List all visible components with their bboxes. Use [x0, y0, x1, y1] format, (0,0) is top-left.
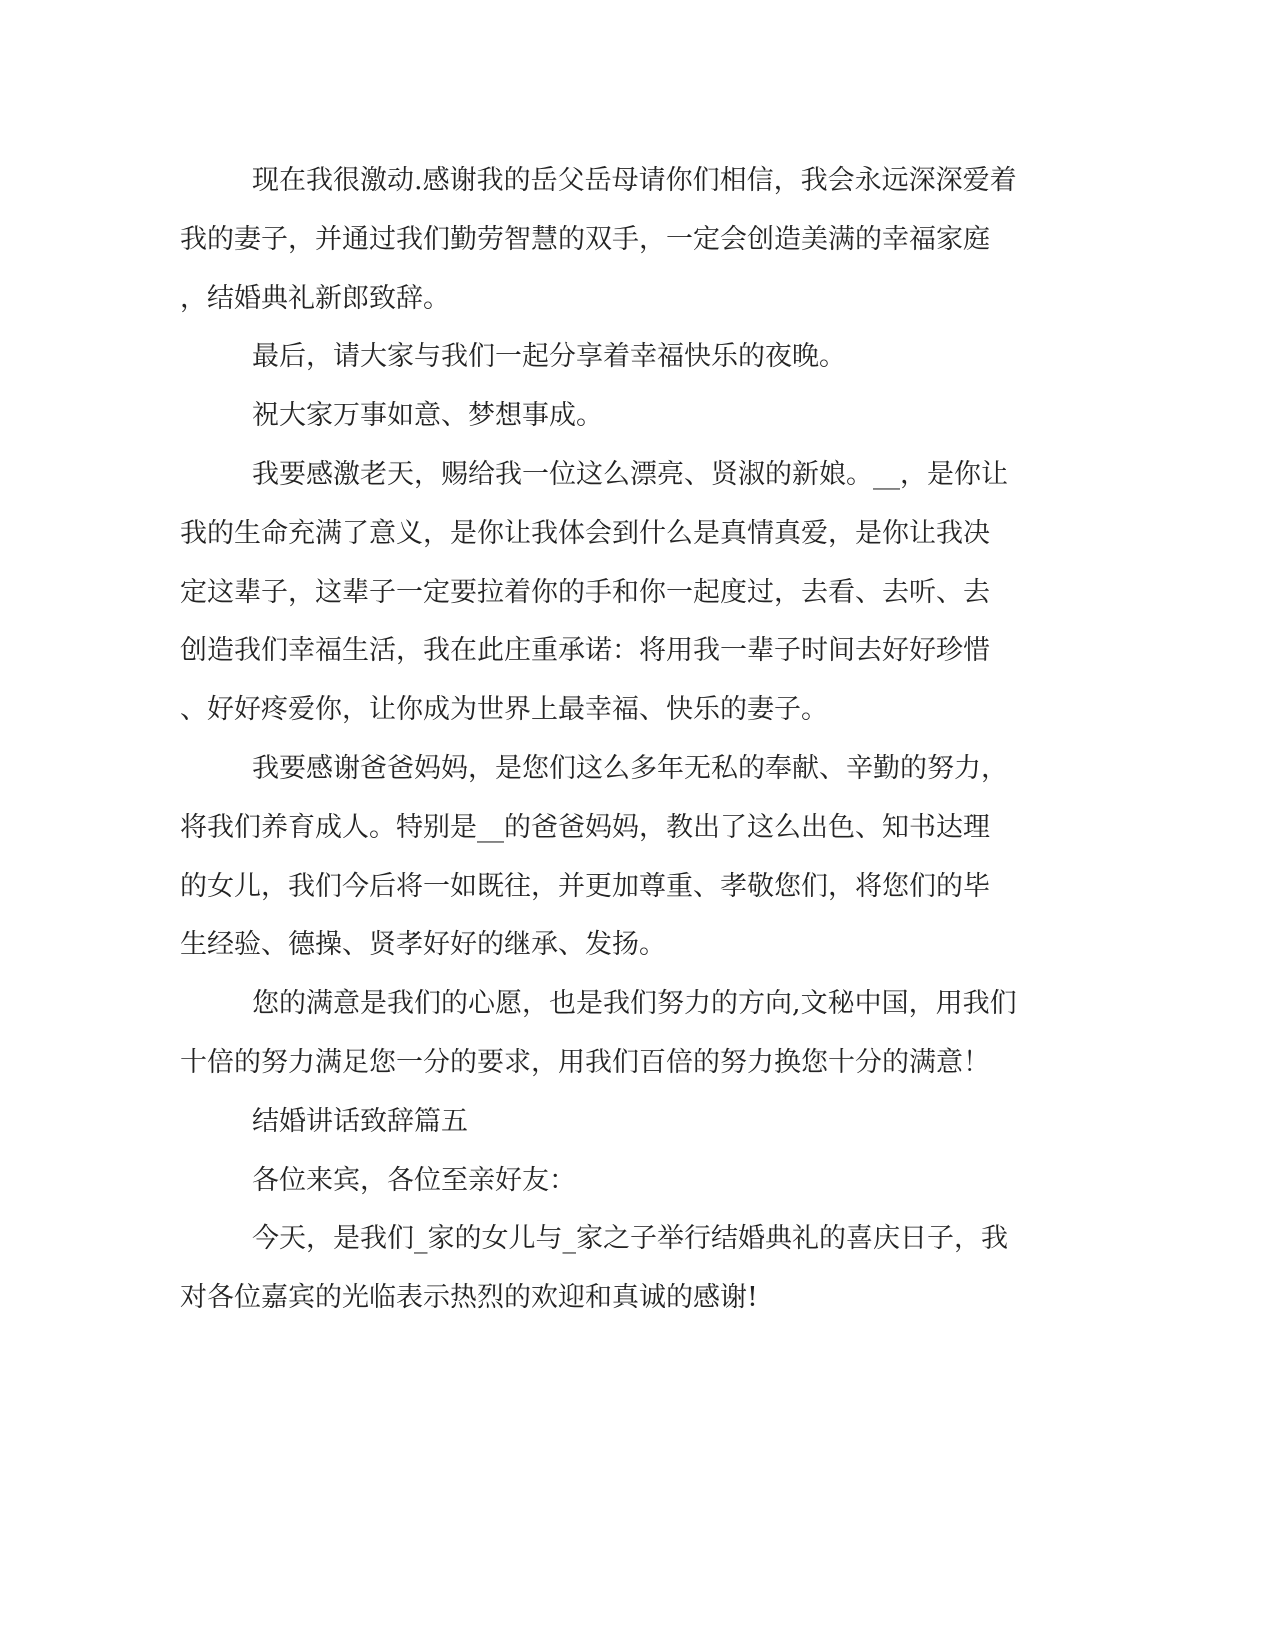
text-line-15: 您的满意是我们的心愿，也是我们努力的方向,文秘中国，用我们 [252, 988, 1017, 1020]
document-body [180, 152, 1040, 1328]
text-line-10: 、好好疼爱你，让你成为世界上最幸福、快乐的妻子。 [180, 694, 828, 726]
text-line-20: 对各位嘉宾的光临表示热烈的欢迎和真诚的感谢! [180, 1282, 758, 1314]
section-heading: 结婚讲话致辞篇五 [252, 1105, 468, 1137]
text-line-7: 我的生命充满了意义，是你让我体会到什么是真情真爱，是你让我决 [180, 517, 990, 549]
text-line-4: 最后，请大家与我们一起分享着幸福快乐的夜晚。 [252, 341, 846, 373]
text-line-19: 今天，是我们_家的女儿与_家之子举行结婚典礼的喜庆日子，我 [252, 1223, 1008, 1255]
text-line-5: 祝大家万事如意、梦想事成。 [252, 400, 603, 432]
text-line-14: 生经验、德操、贤孝好好的继承、发扬。 [180, 929, 666, 961]
text-line-16: 十倍的努力满足您一分的要求，用我们百倍的努力换您十分的满意！ [180, 1046, 990, 1078]
text-line-8: 定这辈子，这辈子一定要拉着你的手和你一起度过，去看、去听、去 [180, 576, 990, 608]
salutation-line: 各位来宾，各位至亲好友： [252, 1164, 576, 1196]
text-line-1: 现在我很激动.感谢我的岳父岳母请你们相信，我会永远深深爱着 [252, 165, 1017, 196]
text-line-3: ，结婚典礼新郎致辞。 [180, 282, 450, 314]
text-line-12: 将我们养育成人。特别是__的爸爸妈妈，教出了这么出色、知书达理 [180, 811, 990, 843]
text-line-2: 我的妻子，并通过我们勤劳智慧的双手，一定会创造美满的幸福家庭 [180, 223, 990, 255]
text-line-13: 的女儿，我们今后将一如既往，并更加尊重、孝敬您们，将您们的毕 [180, 870, 990, 902]
text-line-9: 创造我们幸福生活，我在此庄重承诺：将用我一辈子时间去好好珍惜 [180, 635, 990, 667]
text-line-11: 我要感谢爸爸妈妈，是您们这么多年无私的奉献、辛勤的努力， [252, 752, 1008, 784]
text-line-6: 我要感激老天，赐给我一位这么漂亮、贤淑的新娘。__，是你让 [252, 458, 1008, 490]
